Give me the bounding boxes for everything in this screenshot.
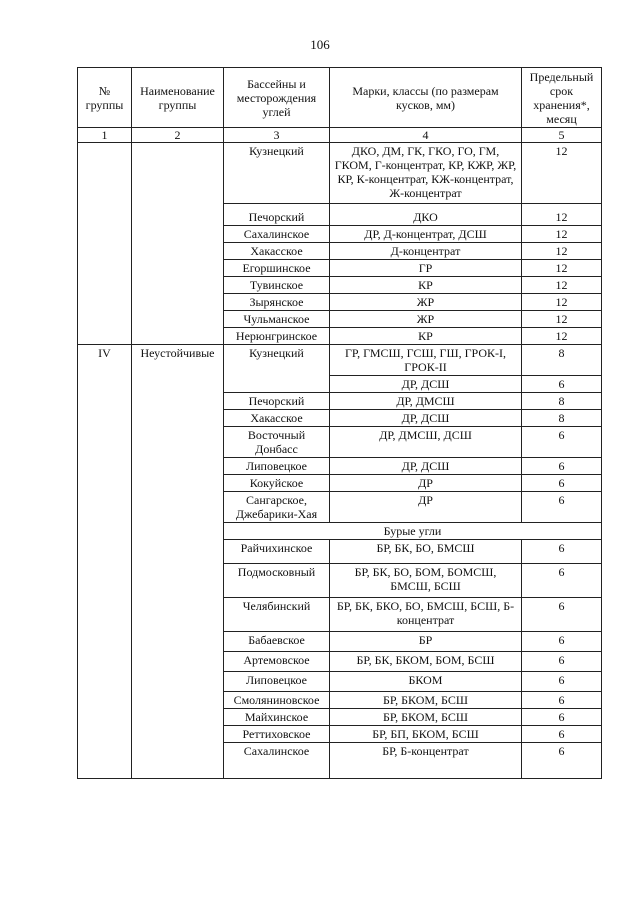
- grades-cell: ДР, ДМСШ, ДСШ: [330, 427, 522, 458]
- basin-cell: Сангарское, Джебарики-Хая: [224, 492, 330, 523]
- term-cell: 6: [522, 709, 602, 726]
- basin-cell: Реттиховское: [224, 726, 330, 743]
- term-cell: 12: [522, 311, 602, 328]
- brown-coal-heading: Бурые угли: [224, 523, 602, 540]
- term-cell: 6: [522, 632, 602, 652]
- grades-cell: БР, БК, БО, БОМ, БОМСШ, БМСШ, БСШ: [330, 564, 522, 598]
- basin-cell: Восточный Донбасс: [224, 427, 330, 458]
- basin-cell: Сахалинское: [224, 226, 330, 243]
- term-cell: 6: [522, 475, 602, 492]
- grades-cell: ЖР: [330, 294, 522, 311]
- table-row: [78, 345, 602, 376]
- basin-cell: Кузнецкий: [224, 345, 330, 393]
- basin-cell: Чульманское: [224, 311, 330, 328]
- term-cell: 6: [522, 458, 602, 475]
- grades-cell: ДР: [330, 492, 522, 523]
- header-group-number: № группы: [78, 68, 132, 128]
- header-group-name: Наименование группы: [132, 68, 224, 128]
- basin-cell: Тувинское: [224, 277, 330, 294]
- basin-cell: Кузнецкий: [224, 143, 330, 204]
- header-grades: Марки, классы (по размерам кусков, мм): [330, 68, 522, 128]
- term-cell: 6: [522, 726, 602, 743]
- basin-cell: Кокуйское: [224, 475, 330, 492]
- basin-cell: Хакасское: [224, 243, 330, 260]
- basin-cell: Зырянское: [224, 294, 330, 311]
- grades-cell: БР, БП, БКОМ, БСШ: [330, 726, 522, 743]
- grades-cell: БР, Б-концентрат: [330, 743, 522, 779]
- term-cell: 12: [522, 277, 602, 294]
- term-cell: 6: [522, 672, 602, 692]
- header-storage-term: Предельный срок хранения*, месяц: [522, 68, 602, 128]
- group-name-cell: [132, 143, 224, 345]
- basin-cell: Майхинское: [224, 709, 330, 726]
- grades-cell: ДКО, ДМ, ГК, ГКО, ГО, ГМ, ГКОМ, Г-концентрат, КР, КЖР, ЖР, КР, К-концентрат, КЖ-концентрат, Ж-концентрат: [330, 143, 522, 204]
- term-cell: 6: [522, 652, 602, 672]
- term-cell: 6: [522, 540, 602, 564]
- column-number: 2: [132, 128, 224, 143]
- term-cell: 6: [522, 598, 602, 632]
- term-cell: 12: [522, 294, 602, 311]
- basin-cell: Печорский: [224, 393, 330, 410]
- grades-cell: ГР: [330, 260, 522, 277]
- column-number: 5: [522, 128, 602, 143]
- term-cell: 6: [522, 743, 602, 779]
- term-cell: 12: [522, 260, 602, 277]
- grades-cell: ГР, ГМСШ, ГСШ, ГШ, ГРОК-I, ГРОК-II: [330, 345, 522, 376]
- grades-cell: ДКО: [330, 204, 522, 226]
- basin-cell: Смоляниновское: [224, 692, 330, 709]
- column-number: 1: [78, 128, 132, 143]
- term-cell: 6: [522, 692, 602, 709]
- grades-cell: ДР: [330, 475, 522, 492]
- basin-cell: Хакасское: [224, 410, 330, 427]
- term-cell: 12: [522, 328, 602, 345]
- term-cell: 6: [522, 427, 602, 458]
- basin-cell: Челябинский: [224, 598, 330, 632]
- term-cell: 8: [522, 410, 602, 427]
- column-number-row: [78, 128, 602, 143]
- grades-cell: ЖР: [330, 311, 522, 328]
- term-cell: 6: [522, 564, 602, 598]
- page-number: 106: [310, 37, 330, 52]
- term-cell: 12: [522, 204, 602, 226]
- group-number-cell: [78, 143, 132, 345]
- grades-cell: БКОМ: [330, 672, 522, 692]
- coal-storage-table: [77, 67, 602, 779]
- header-row: [78, 68, 602, 128]
- grades-cell: БР, БКОМ, БСШ: [330, 709, 522, 726]
- group-number-cell: IV: [78, 345, 132, 779]
- term-cell: 6: [522, 376, 602, 393]
- grades-cell: БР, БК, БКОМ, БОМ, БСШ: [330, 652, 522, 672]
- term-cell: 6: [522, 492, 602, 523]
- grades-cell: ДР, Д-концентрат, ДСШ: [330, 226, 522, 243]
- basin-cell: Бабаевское: [224, 632, 330, 652]
- basin-cell: Печорский: [224, 204, 330, 226]
- header-basins: Бассейны и месторождения углей: [224, 68, 330, 128]
- column-number: 3: [224, 128, 330, 143]
- grades-cell: БР, БК, БКО, БО, БМСШ, БСШ, Б-концентрат: [330, 598, 522, 632]
- basin-cell: Подмосковный: [224, 564, 330, 598]
- grades-cell: ДР, ДСШ: [330, 410, 522, 427]
- grades-cell: Д-концентрат: [330, 243, 522, 260]
- term-cell: 12: [522, 226, 602, 243]
- column-number: 4: [330, 128, 522, 143]
- basin-cell: Райчихинское: [224, 540, 330, 564]
- grades-cell: ДР, ДСШ: [330, 458, 522, 475]
- term-cell: 12: [522, 143, 602, 204]
- grades-cell: БР, БКОМ, БСШ: [330, 692, 522, 709]
- term-cell: 8: [522, 345, 602, 376]
- grades-cell: ДР, ДМСШ: [330, 393, 522, 410]
- grades-cell: ДР, ДСШ: [330, 376, 522, 393]
- basin-cell: Сахалинское: [224, 743, 330, 779]
- grades-cell: БР, БК, БО, БМСШ: [330, 540, 522, 564]
- grades-cell: КР: [330, 277, 522, 294]
- group-name-cell: Неустойчивые: [132, 345, 224, 779]
- basin-cell: Липовецкое: [224, 458, 330, 475]
- grades-cell: БР: [330, 632, 522, 652]
- basin-cell: Артемовское: [224, 652, 330, 672]
- grades-cell: КР: [330, 328, 522, 345]
- basin-cell: Егоршинское: [224, 260, 330, 277]
- table-row: [78, 143, 602, 204]
- basin-cell: Липовецкое: [224, 672, 330, 692]
- term-cell: 8: [522, 393, 602, 410]
- basin-cell: Нерюнгринское: [224, 328, 330, 345]
- term-cell: 12: [522, 243, 602, 260]
